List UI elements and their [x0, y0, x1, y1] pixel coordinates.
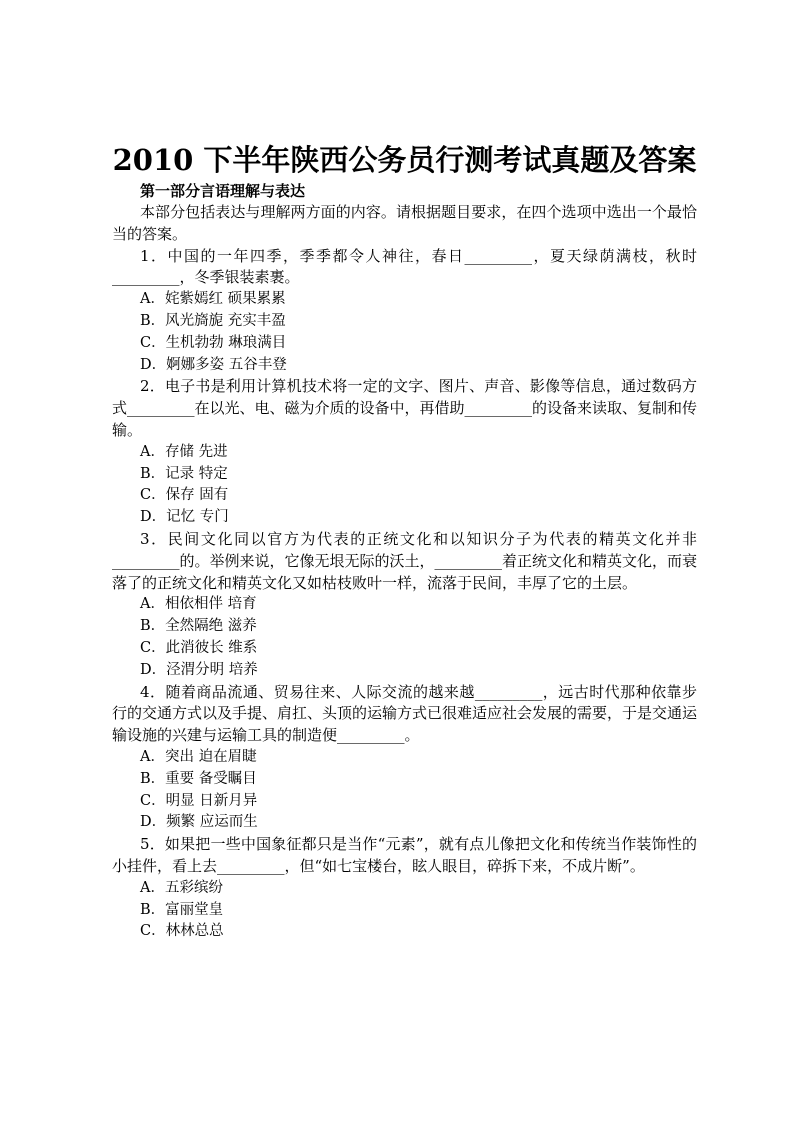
answer-option: C．保存 固有 [140, 487, 229, 504]
question-item [112, 246, 697, 377]
question-stem: 1．中国的一年四季，季季都令人神往，春日_________，夏天绿荫满枝，秋时_________，冬季银装素裹。 [112, 246, 697, 287]
answer-option: A．相依相伴 培育 [140, 596, 257, 613]
answer-option: A．姹紫嫣红 硕果累累 [140, 291, 286, 308]
answer-option: D．记忆 专门 [140, 509, 229, 526]
answer-option: B．全然隔绝 滋养 [140, 618, 257, 635]
answer-option: C．明显 日新月异 [140, 792, 258, 809]
question-list [112, 246, 697, 944]
answer-option: B．重要 备受瞩目 [140, 770, 257, 787]
answer-option: A．突出 迫在眉睫 [140, 748, 257, 765]
question-item [112, 682, 697, 835]
answer-option: D．频繁 应运而生 [140, 814, 258, 831]
answer-option: B．富丽堂皇 [140, 901, 224, 918]
answer-option: A．存储 先进 [140, 443, 228, 460]
answer-option: C．生机勃勃 琳琅满目 [140, 334, 287, 351]
question-stem: 5．如果把一些中国象征都只是当作“元素”，就有点儿像把文化和传统当作装饰性的小挂件，看上去_________，但“如七宝楼台，眩人眼目，碎拆下来，不成片断”。 [112, 835, 697, 875]
question-item [112, 834, 697, 943]
answer-option: A．五彩缤纷 [140, 879, 223, 896]
document-title: 2010 下半年陕西公务员行测考试真题及答案 [112, 143, 697, 177]
answer-option: B．风光旖旎 充实丰盈 [140, 312, 286, 329]
question-stem: 2．电子书是利用计算机技术将一定的文字、图片、声音、影像等信息，通过数码方式_________在以光、电、磁为介质的设备中，再借助_________的设备来读取、复制和传输。 [112, 377, 698, 439]
answer-option: D．婀娜多姿 五谷丰登 [140, 356, 287, 373]
document-page [112, 140, 697, 943]
section-intro: 本部分包括表达与理解两方面的内容。请根据题目要求，在四个选项中选出一个最恰当的答案。 [112, 203, 697, 243]
question-stem: 4．随着商品流通、贸易往来、人际交流的越来越_________，远古时代那种依靠步行的交通方式以及手提、肩扛、头顶的运输方式已很难适应社会发展的需要，于是交通运输设施的兴建与运输工具的制造便_________。 [112, 682, 698, 745]
question-stem: 3．民间文化同以官方为代表的正统文化和以知识分子为代表的精英文化并非_________的。举例来说，它像无垠无际的沃土，_________着正统文化和精英文化，而衰落了的正统文化和精英文化又如枯枝败叶一样，流落于民间，丰厚了它的土层。 [112, 529, 698, 592]
section-heading: 第一部分言语理解与表达 [140, 182, 306, 200]
answer-option: B．记录 特定 [140, 465, 228, 482]
answer-option: C．此消彼长 维系 [140, 639, 258, 656]
question-item [112, 529, 697, 682]
answer-option: D．泾渭分明 培养 [140, 661, 258, 678]
answer-option: C．林林总总 [140, 923, 224, 940]
question-item [112, 376, 697, 529]
